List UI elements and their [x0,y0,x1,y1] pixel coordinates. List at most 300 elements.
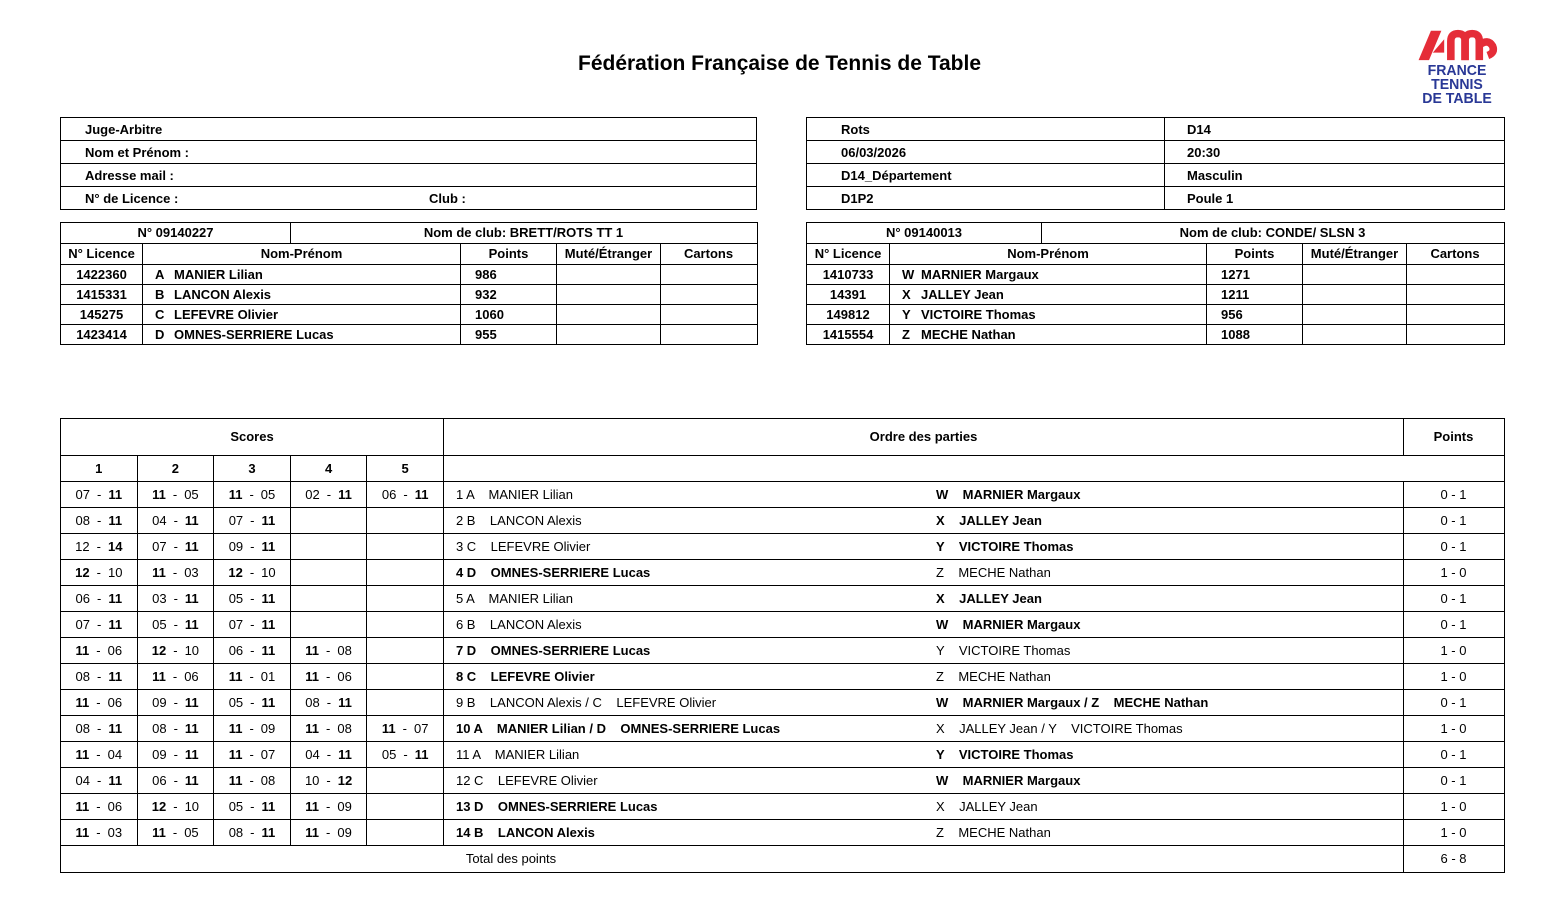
home-set-score: 05 [228,799,244,814]
player-licence: 1410733 [807,265,890,284]
home-set-score: 07 [228,617,244,632]
set-score-cell [291,534,368,559]
player-points: 986 [461,265,557,284]
match-points: 1 - 0 [1440,669,1467,684]
match-points: 0 - 1 [1440,539,1467,554]
player-name: MECHE Nathan [921,327,1016,342]
set-score-cell [61,508,138,533]
set-score-cell [367,742,444,767]
set-score-cell [214,638,291,663]
player-mute-etranger-cell [1303,285,1407,304]
home-set-score: 08 [152,721,167,736]
home-set-score: 04 [305,747,320,762]
home-set-score: 11 [152,669,166,684]
score-dash: - [250,825,255,840]
player-licence: 1415331 [61,285,143,304]
home-set-score: 11 [228,747,243,762]
home-set-score: 02 [305,487,320,502]
home-set-score: 08 [75,513,90,528]
set-number-2: 2 [138,456,215,481]
score-dash: - [173,747,178,762]
player-name: LANCON Alexis [174,287,272,302]
score-dash: - [326,825,331,840]
match-info-left-value: D14_Département [841,167,952,183]
home-set-score: 11 [305,825,320,840]
away-player: W MARNIER Margaux [935,617,1081,632]
score-dash: - [250,643,255,658]
away-set-score: 11 [261,513,276,528]
away-set-score: 08 [337,721,352,736]
match-points: 1 - 0 [1440,721,1467,736]
set-score-cell [214,768,291,793]
score-dash: - [403,487,408,502]
match-players-cell [444,820,1404,845]
home-player: 10 A MANIER Lilian / D OMNES-SERRIERE Lucas [455,721,781,736]
nom-prenom-row [61,141,756,164]
set-score-cell [138,586,215,611]
home-set-score: 11 [75,825,90,840]
player-name-cell [143,325,461,344]
away-player: W MARNIER Margaux [935,487,1081,502]
score-dash: - [173,591,178,606]
score-dash: - [249,773,254,788]
home-player: 3 C LEFEVRE Olivier [455,539,591,554]
away-player: X JALLEY Jean [935,591,1042,606]
set-score-cell [61,638,138,663]
match-row [61,534,1504,560]
player-mute-etranger-cell [557,285,661,304]
set-score-cell [138,638,215,663]
match-players-cell [444,664,1404,689]
score-dash: - [249,721,254,736]
set-score-cell [61,690,138,715]
score-dash: - [249,747,254,762]
player-licence: 1415554 [807,325,890,344]
points-header: Points [1433,429,1474,444]
home-set-score: 08 [75,669,90,684]
team-club-header-row [61,223,757,244]
set-score-cell [214,716,291,741]
set-score-cell [291,638,368,663]
set-score-cell [367,534,444,559]
home-set-score: 12 [151,643,167,658]
away-player: Y VICTOIRE Thomas [935,747,1074,762]
player-letter: Z [902,327,910,342]
logo-line-2: TENNIS [1431,76,1483,93]
home-set-score: 11 [75,747,90,762]
match-row [61,612,1504,638]
match-points: 1 - 0 [1440,643,1467,658]
match-info-row [807,118,1504,141]
match-players-cell [444,586,1404,611]
player-name: LEFEVRE Olivier [174,307,279,322]
set-score-cell [214,586,291,611]
set-score-cell [214,508,291,533]
away-player: Y VICTOIRE Thomas [935,539,1074,554]
set-score-cell [291,508,368,533]
match-players-cell [444,716,1404,741]
away-set-score: 11 [261,825,276,840]
home-set-score: 06 [381,487,397,502]
away-set-score: 11 [261,643,276,658]
judge-arbitre-box [60,117,757,210]
player-mute-etranger-cell [1303,265,1407,284]
home-set-score: 06 [75,591,90,606]
player-name-cell [890,285,1207,304]
player-points: 1211 [1207,285,1303,304]
team-columns-header-row [807,244,1504,265]
score-dash: - [172,669,178,684]
away-set-score: 11 [184,747,199,762]
player-cartons-cell [661,325,756,344]
home-set-score: 06 [152,773,167,788]
player-licence: 1423414 [61,325,143,344]
set-score-cell [138,560,215,585]
player-letter: W [902,267,915,282]
set-score-cell [291,664,368,689]
match-row [61,820,1504,846]
licence-label: N° de Licence : [85,190,179,206]
away-set-score: 11 [261,695,276,710]
away-set-score: 11 [184,591,199,606]
player-name-cell [890,325,1207,344]
set-score-cell [367,586,444,611]
match-row [61,742,1504,768]
match-points: 1 - 0 [1440,565,1467,580]
score-dash: - [96,799,101,814]
scores-header: Scores [61,419,444,455]
away-set-score: 09 [337,799,352,814]
set-score-cell [138,690,215,715]
score-dash: - [173,539,178,554]
match-info-left-value: Rots [841,121,870,137]
score-dash: - [173,513,178,528]
set-score-cell [61,560,138,585]
home-set-score: 08 [228,825,244,840]
match-players-cell [444,560,1404,585]
player-name-cell [143,285,461,304]
home-set-score: 08 [305,695,320,710]
set-score-cell [138,664,215,689]
judge-arbitre-row [61,118,756,141]
team-player-row [61,305,757,325]
set-score-cell [214,820,291,845]
away-set-score: 11 [184,773,199,788]
home-set-score: 09 [228,539,244,554]
match-points: 0 - 1 [1440,747,1467,762]
set-score-cell [61,612,138,637]
score-dash: - [172,565,178,580]
set-score-cell [291,586,368,611]
set-score-cell [61,534,138,559]
away-set-score: 14 [107,539,123,554]
score-dash: - [250,799,255,814]
score-dash: - [96,747,101,762]
ordre-des-parties-header: Ordre des parties [444,419,1404,455]
home-player: 2 B LANCON Alexis [455,513,582,528]
set-score-cell [367,612,444,637]
team-player-row [61,265,757,285]
player-letter: C [155,307,165,322]
set-numbers-row [61,456,1504,482]
set-score-cell [61,716,138,741]
player-name-cell [143,305,461,324]
set-score-cell [61,820,138,845]
home-set-score: 07 [152,539,167,554]
player-letter: Y [902,307,911,322]
away-set-score: 01 [260,669,276,684]
set-score-cell [291,820,368,845]
score-dash: - [173,617,178,632]
away-set-score: 11 [184,539,199,554]
player-name-cell [143,265,461,284]
set-score-cell [367,794,444,819]
away-set-score: 11 [261,799,276,814]
player-cartons-cell [1407,285,1503,304]
total-label: Total des points [465,851,557,866]
home-set-score: 11 [305,799,320,814]
player-cartons-cell [1407,265,1503,284]
away-set-score: 11 [261,539,276,554]
score-dash: - [173,799,178,814]
home-player: 6 B LANCON Alexis [455,617,582,632]
set-score-cell [61,664,138,689]
score-dash: - [250,591,255,606]
match-players-cell [444,534,1404,559]
away-set-score: 07 [413,721,429,736]
score-dash: - [96,591,102,606]
home-set-score: 05 [228,695,244,710]
home-set-score: 05 [381,747,397,762]
away-set-score: 11 [338,747,352,762]
away-set-score: 10 [184,643,200,658]
match-info-right-value: Masculin [1164,164,1504,186]
away-set-score: 11 [261,617,276,632]
set-score-cell [367,768,444,793]
home-set-score: 11 [75,799,90,814]
fftt-logo [1408,28,1506,106]
away-set-score: 06 [184,669,199,684]
away-player: W MARNIER Margaux [935,773,1081,788]
player-licence: 149812 [807,305,890,324]
adresse-mail-label: Adresse mail : [85,167,174,183]
away-set-score: 11 [414,747,429,762]
match-rows [61,482,1504,846]
away-set-score: 11 [108,487,123,502]
player-mute-etranger-cell [1303,305,1407,324]
away-set-score: 07 [260,747,276,762]
away-player: X JALLEY Jean [935,513,1042,528]
team-player-row [61,285,757,305]
team-player-row [807,305,1504,325]
player-points: 932 [461,285,557,304]
player-licence: 145275 [61,305,143,324]
set-score-cell [138,768,215,793]
player-mute-etranger-cell [557,265,661,284]
set-score-cell [291,690,368,715]
match-points: 0 - 1 [1440,513,1467,528]
set-score-cell [138,742,215,767]
match-info-left-value: D1P2 [841,190,874,206]
set-score-cell [291,768,368,793]
match-players-cell [444,482,1404,507]
player-name-cell [890,305,1207,324]
set-score-cell [138,794,215,819]
player-letter: A [155,267,165,282]
match-points: 0 - 1 [1440,617,1467,632]
score-dash: - [250,513,255,528]
away-player: X JALLEY Jean [935,799,1038,814]
home-set-score: 12 [75,539,90,554]
match-info-left-value: 06/03/2026 [841,144,907,160]
match-row [61,716,1504,742]
away-set-score: 11 [184,513,199,528]
away-set-score: 03 [184,565,199,580]
score-dash: - [249,565,255,580]
set-numbers-spacer [444,456,1503,481]
set-score-cell [138,716,215,741]
home-player: 8 C LEFEVRE Olivier [455,669,595,684]
fftt-logo-icon [1411,28,1503,62]
match-info-row [807,187,1504,209]
score-dash: - [326,799,331,814]
match-players-cell [444,690,1404,715]
adresse-mail-row [61,164,756,187]
home-set-score: 09 [152,747,167,762]
page-title: Fédération Française de Tennis de Table [578,52,981,75]
home-set-score: 11 [305,669,320,684]
team-club-name: Nom de club: CONDE/ SLSN 3 [1179,225,1366,240]
set-score-cell [367,690,444,715]
score-dash: - [96,513,102,528]
away-set-score: 06 [107,799,123,814]
home-player: 1 A MANIER Lilian [455,487,574,502]
away-set-score: 11 [108,773,123,788]
score-dash: - [96,773,102,788]
away-set-score: 10 [261,565,276,580]
team-table-home [60,222,758,345]
score-dash: - [250,539,255,554]
score-dash: - [96,825,101,840]
away-player: X JALLEY Jean / Y VICTOIRE Thomas [935,721,1183,736]
set-number-4: 4 [291,456,368,481]
team-player-row [807,285,1504,305]
score-dash: - [96,695,101,710]
player-cartons-cell [661,285,756,304]
away-set-score: 11 [184,721,199,736]
set-score-cell [214,742,291,767]
score-dash: - [326,773,331,788]
home-set-score: 11 [381,721,396,736]
team-column-header: Points [1207,244,1303,264]
score-dash: - [173,773,178,788]
team-number: N° 09140227 [61,223,291,243]
judge-arbitre-label: Juge-Arbitre [85,121,163,137]
team-column-header: N° Licence [807,244,890,264]
total-label-cell [61,846,1404,872]
away-set-score: 11 [184,617,199,632]
match-players-cell [444,794,1404,819]
score-dash: - [96,669,102,684]
match-info-row [807,164,1504,187]
set-score-cell [214,794,291,819]
match-points: 1 - 0 [1440,825,1467,840]
player-name: MANIER Lilian [174,267,263,282]
player-letter: B [155,287,165,302]
score-dash: - [326,643,331,658]
team-player-row [807,325,1504,344]
score-dash: - [250,617,255,632]
match-players-cell [444,638,1404,663]
set-score-cell [291,560,368,585]
score-dash: - [96,643,101,658]
set-score-cell [367,482,444,507]
match-players-cell [444,508,1404,533]
set-score-cell [291,612,368,637]
player-licence: 14391 [807,285,890,304]
home-set-score: 11 [152,487,166,502]
home-set-score: 11 [228,487,243,502]
player-licence: 1422360 [61,265,143,284]
home-player: 12 C LEFEVRE Olivier [455,773,598,788]
set-number-1: 1 [61,456,138,481]
home-player: 13 D OMNES-SERRIERE Lucas [455,799,658,814]
team-column-header: Cartons [1430,246,1480,261]
score-dash: - [326,747,332,762]
match-points: 0 - 1 [1440,773,1467,788]
home-set-score: 11 [305,721,320,736]
score-dash: - [96,487,102,502]
away-player: Y VICTOIRE Thomas [935,643,1071,658]
score-dash: - [172,825,178,840]
home-set-score: 09 [152,695,167,710]
match-info-right-value: 20:30 [1164,141,1504,163]
set-score-cell [214,482,291,507]
set-score-cell [61,794,138,819]
team-player-row [61,325,757,344]
match-info-right-value: D14 [1164,118,1504,140]
team-columns-header-row [61,244,757,265]
match-players-cell [444,612,1404,637]
set-score-cell [61,482,138,507]
match-points: 0 - 1 [1440,695,1467,710]
set-score-cell [367,820,444,845]
match-row [61,508,1504,534]
team-table-away [806,222,1505,345]
nom-prenom-label: Nom et Prénom : [85,144,190,160]
match-row [61,638,1504,664]
club-label: Club : [429,190,466,206]
away-set-score: 06 [337,669,352,684]
set-score-cell [61,768,138,793]
away-player: Z MECHE Nathan [935,669,1051,684]
match-table-header-row [61,419,1504,456]
away-set-score: 03 [107,825,123,840]
home-player: 5 A MANIER Lilian [455,591,574,606]
match-row [61,794,1504,820]
score-dash: - [403,747,408,762]
total-points-value: 6 - 8 [1440,851,1467,866]
player-points: 1060 [461,305,557,324]
team-club-header-row [807,223,1504,244]
set-number-3: 3 [214,456,291,481]
team-column-header: N° Licence [61,244,143,264]
score-dash: - [249,487,254,502]
away-set-score: 11 [108,591,123,606]
player-points: 955 [461,325,557,344]
player-mute-etranger-cell [557,305,661,324]
away-set-score: 11 [338,487,352,502]
